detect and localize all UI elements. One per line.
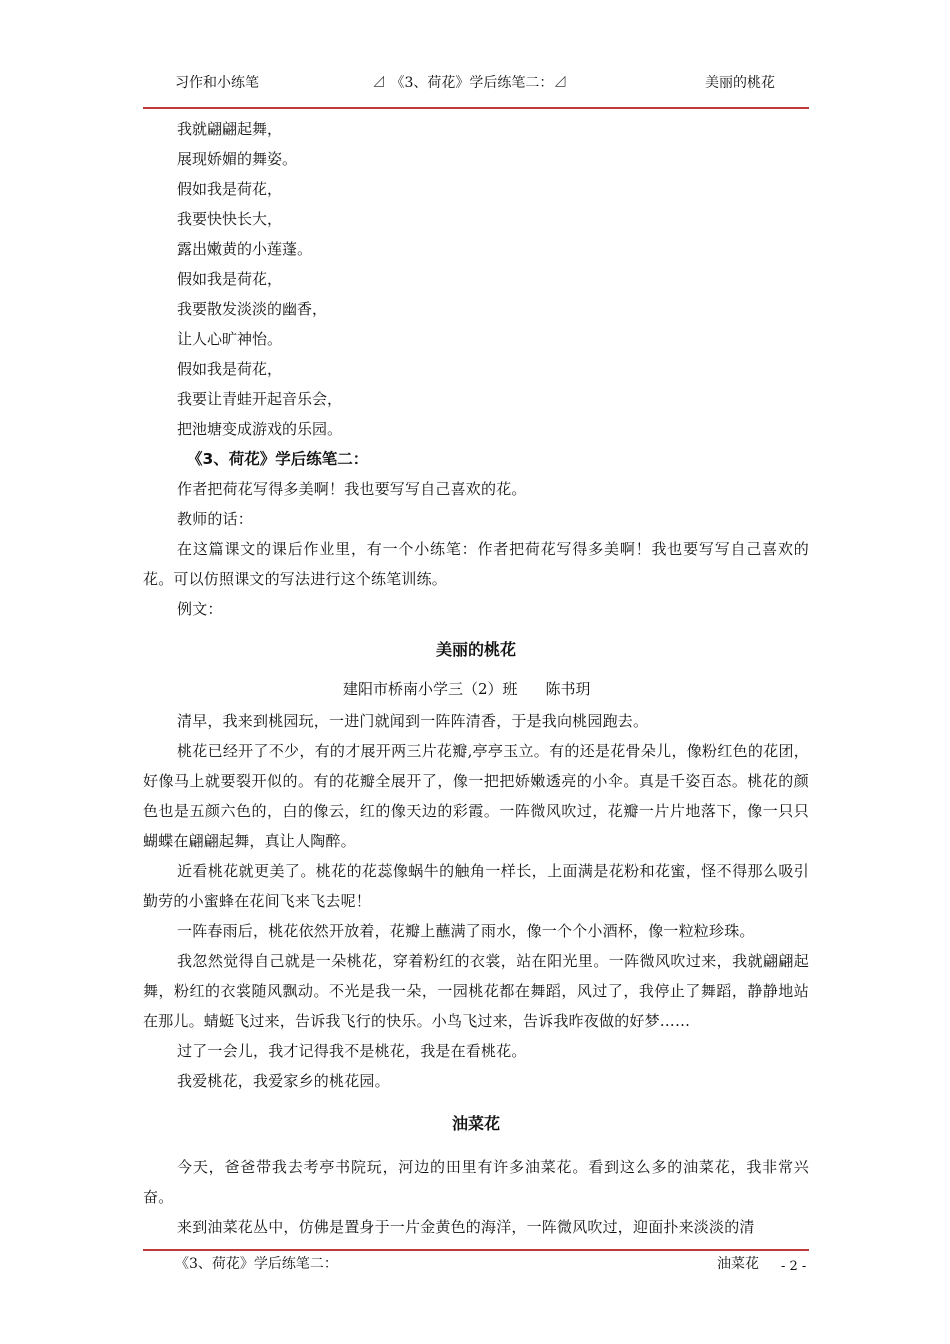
header-rule: [143, 107, 809, 109]
header-middle: ⊿ 《3、荷花》学后练笔二：⊿: [372, 75, 568, 91]
poem-line: 假如我是荷花，: [177, 180, 283, 198]
intro-paragraph: 在这篇课文的课后作业里，有一个小练笔：作者把荷花写得多美啊！我也要写写自己喜欢的花。可以仿照课文的写法进行这个练笔训练。: [143, 540, 809, 588]
poem-line: 展现娇媚的舞姿。: [177, 150, 298, 168]
essay-paragraph: 近看桃花就更美了。桃花的花蕊像蜗牛的触角一样长，上面满是花粉和花蜜，怪不得那么吸引勤劳的小蜜蜂在花间飞来飞去呢！: [143, 862, 809, 910]
essay-paragraph: 我爱桃花，我爱家乡的桃花园。: [177, 1072, 390, 1090]
footer-left: 《3、荷花》学后练笔二：: [175, 1256, 338, 1272]
page-number: - 2 -: [781, 1259, 807, 1274]
poem-line: 露出嫩黄的小莲蓬。: [177, 240, 313, 258]
essay-paragraph: 我忽然觉得自己就是一朵桃花，穿着粉红的衣裳，站在阳光里。一阵微风吹过来，我就翩翩起舞，粉红的衣裳随风飘动。不光是我一朵，一园桃花都在舞蹈，风过了，我停止了舞蹈，静静地站在那儿。蜻蜓飞过来，告诉我飞行的快乐。小鸟飞过来，告诉我昨夜做的好梦……: [143, 952, 809, 1030]
footer-middle: 油菜花: [717, 1256, 759, 1272]
essay-paragraph: 清早，我来到桃园玩，一进门就闻到一阵阵清香，于是我向桃园跑去。: [177, 712, 649, 730]
poem-line: 我要让青蛙开起音乐会，: [177, 390, 343, 408]
poem-line: 把池塘变成游戏的乐园。: [177, 420, 343, 438]
essay-title: 美丽的桃花: [435, 640, 516, 659]
header-right: 美丽的桃花: [705, 75, 775, 91]
byline: [143, 674, 809, 704]
essay-paragraph: 过了一会儿，我才记得我不是桃花，我是在看桃花。: [177, 1042, 527, 1060]
poem-line: 假如我是荷花，: [177, 360, 283, 378]
essay-paragraph: 一阵春雨后，桃花依然开放着，花瓣上蘸满了雨水，像一个个小酒杯，像一粒粒珍珠。: [177, 922, 755, 940]
intro-paragraph: 例文：: [177, 600, 223, 618]
section-heading: 《3、荷花》学后练笔二：: [187, 450, 369, 468]
essay-title: 油菜花: [451, 1114, 500, 1133]
essay-paragraph: 今天，爸爸带我去考亭书院玩，河边的田里有许多油菜花。看到这么多的油菜花，我非常兴奋。: [143, 1158, 809, 1206]
footer-rule: [143, 1249, 809, 1251]
poem-line: 我要散发淡淡的幽香，: [177, 300, 328, 318]
poem-line: 我要快快长大，: [177, 210, 283, 228]
intro-paragraph: 教师的话：: [177, 510, 254, 528]
author-name: 陈书玥: [545, 680, 591, 698]
poem-line: 我就翩翩起舞，: [177, 120, 283, 138]
school-name: 建阳市桥南小学三（2）班: [343, 680, 518, 698]
page-body: [143, 114, 809, 1242]
essay-paragraph: 来到油菜花丛中，仿佛是置身于一片金黄色的海洋，一阵微风吹过，迎面扑来淡淡的清: [177, 1218, 755, 1236]
poem-line: 假如我是荷花，: [177, 270, 283, 288]
poem-line: 让人心旷神怡。: [177, 330, 283, 348]
intro-paragraph: 作者把荷花写得多美啊！我也要写写自己喜欢的花。: [177, 480, 527, 498]
header-left: 习作和小练笔: [175, 75, 259, 91]
essay-paragraph: 桃花已经开了不少，有的才展开两三片花瓣,亭亭玉立。有的还是花骨朵儿，像粉红色的花团，好像马上就要裂开似的。有的花瓣全展开了，像一把把娇嫩透亮的小伞。真是千姿百态。桃花的颜色也是五颜六色的，白的像云，红的像天边的彩霞。一阵微风吹过，花瓣一片片地落下，像一只只蝴蝶在翩翩起舞，真让人陶醉。: [143, 742, 809, 850]
